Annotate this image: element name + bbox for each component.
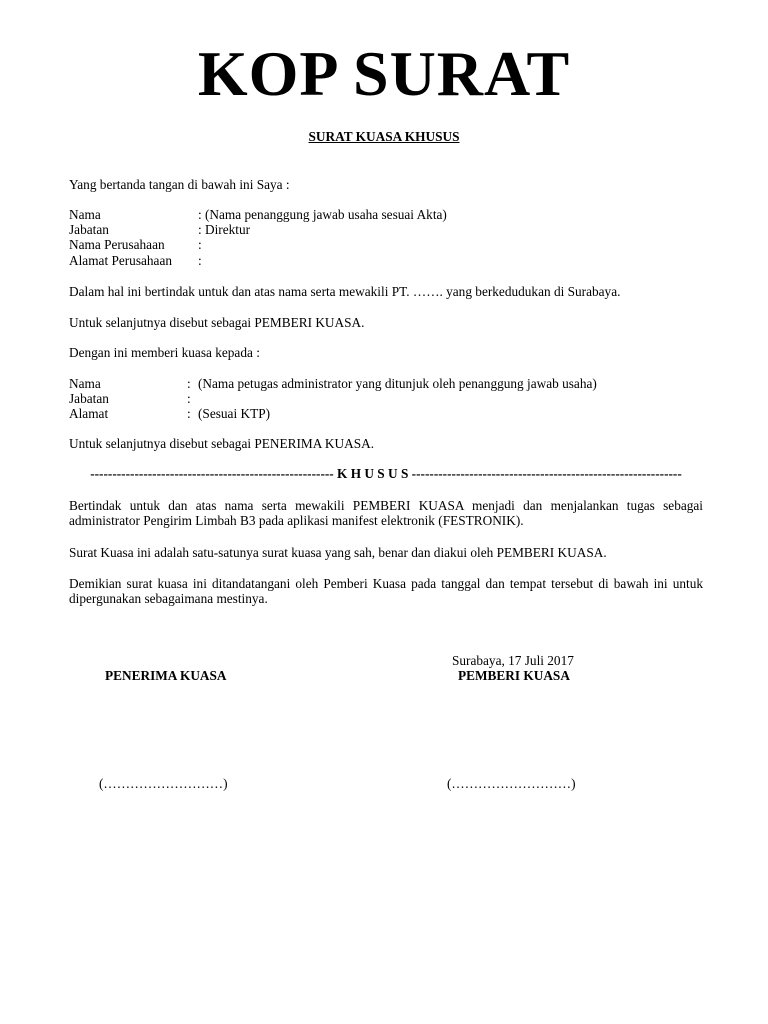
penerima-alamat-label: Alamat xyxy=(69,406,109,421)
body-paragraph-1: Bertindak untuk dan atas nama serta mewakili PEMBERI KUASA menjadi dan menjalankan tugas sebagai administrator Pengirim Limbah B3 pada aplikasi manifest elektronik (FESTRONIK). xyxy=(69,498,703,528)
signature-pemberi-label: PEMBERI KUASA xyxy=(458,668,570,683)
pemberi-jabatan-colon: : xyxy=(198,222,202,237)
disebut-pemberi-text: Untuk selanjutnya disebut sebagai PEMBERI KUASA. xyxy=(69,315,365,330)
pemberi-perusahaan-label: Nama Perusahaan xyxy=(69,237,165,252)
penerima-nama-label: Nama xyxy=(69,376,101,391)
pemberi-nama-value: (Nama penanggung jawab usaha sesuai Akta) xyxy=(205,207,447,222)
pemberi-nama-label: Nama xyxy=(69,207,101,222)
penerima-nama-value: (Nama petugas administrator yang ditunjuk oleh penanggung jawab usaha) xyxy=(198,376,597,391)
signature-penerima-label: PENERIMA KUASA xyxy=(105,668,227,683)
document-title: SURAT KUASA KHUSUS xyxy=(308,129,460,144)
penerima-alamat-value: (Sesuai KTP) xyxy=(198,406,271,421)
penerima-jabatan-label: Jabatan xyxy=(69,391,109,406)
penerima-nama-colon: : xyxy=(187,376,191,391)
pemberi-nama-colon: : xyxy=(198,207,202,222)
pemberi-alamat-colon: : xyxy=(198,253,202,268)
penerima-alamat-colon: : xyxy=(187,406,191,421)
memberi-kuasa-text: Dengan ini memberi kuasa kepada : xyxy=(69,345,260,360)
pemberi-jabatan-label: Jabatan xyxy=(69,222,109,237)
disebut-penerima-text: Untuk selanjutnya disebut sebagai PENERIMA KUASA. xyxy=(69,436,375,451)
body-paragraph-2: Surat Kuasa ini adalah satu-satunya surat kuasa yang sah, benar dan diakui oleh PEMBERI KUASA. xyxy=(69,545,607,560)
pemberi-perusahaan-colon: : xyxy=(198,237,202,252)
intro-text: Yang bertanda tangan di bawah ini Saya : xyxy=(69,177,290,192)
signature-penerima-blank: (………………………) xyxy=(99,776,228,791)
khusus-divider: ------------------------------------------------------- K H U S U S ------------------------------------------------------------- xyxy=(90,466,682,481)
signature-pemberi-blank: (………………………) xyxy=(447,776,576,791)
penerima-jabatan-colon: : xyxy=(187,391,191,406)
pemberi-alamat-label: Alamat Perusahaan xyxy=(69,253,173,268)
mewakili-text: Dalam hal ini bertindak untuk dan atas nama serta mewakili PT. ……. yang berkedudukan di Surabaya. xyxy=(69,284,621,299)
body-paragraph-3: Demikian surat kuasa ini ditandatangani oleh Pemberi Kuasa pada tanggal dan tempat tersebut di bawah ini untuk dipergunakan sebagaimana mestinya. xyxy=(69,576,703,606)
letterhead-title: KOP SURAT xyxy=(197,38,571,109)
signature-place-date: Surabaya, 17 Juli 2017 xyxy=(452,653,574,668)
pemberi-jabatan-value: Direktur xyxy=(205,222,251,237)
